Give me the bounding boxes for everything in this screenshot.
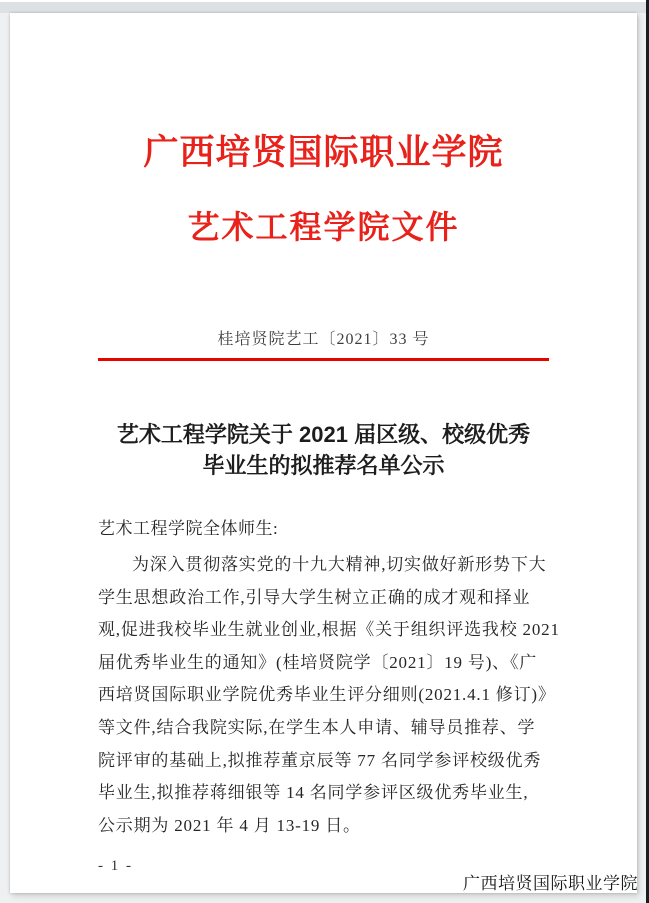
body-text-line: 院评审的基础上,拟推荐董京辰等 77 名同学参评校级优秀 [98,750,542,770]
body-text-line: 学生思想政治工作,引导大学生树立正确的成才观和择业 [98,587,531,607]
notice-title-line1: 艺术工程学院关于 2021 届区级、校级优秀 [116,422,531,447]
document-content [10,125,637,875]
viewer-top-margin [0,2,649,13]
body-text-line: 观,促进我校毕业生就业创业,根据《关于组织评选我校 2021 [98,620,560,640]
notice-title-line2: 毕业生的拟推荐名单公示 [202,453,445,478]
document-page [10,13,637,893]
body-text-line: 毕业生,拟推荐蒋细银等 14 名同学参评区级优秀毕业生, [98,783,529,803]
red-divider-line [98,358,549,361]
body-text-line: 等文件,结合我院实际,在学生本人申请、辅导员推荐、学 [98,717,536,737]
letterhead-dept-name: 艺术工程学院文件 [187,209,460,245]
page-number: - 1 - [98,858,133,875]
body-text-line: 西培贤国际职业学院优秀毕业生评分细则(2021.4.1 修订)》 [98,685,556,705]
document-number: 桂培贤院艺工〔2021〕33 号 [217,331,430,348]
salutation: 艺术工程学院全体师生: [98,519,279,538]
letterhead-org-name: 广西培贤国际职业学院 [143,133,504,172]
body-text-line: 为深入贯彻落实党的十九大精神,切实做好新形势下大 [132,555,547,574]
notice-title [98,419,549,481]
body-text-line: 届优秀毕业生的通知》(桂培贤院学〔2021〕19 号)、《广 [98,652,538,672]
corner-watermark: 广西培贤国际职业学院 [463,874,638,893]
body-text-line: 公示期为 2021 年 4 月 13-19 日。 [98,815,361,835]
